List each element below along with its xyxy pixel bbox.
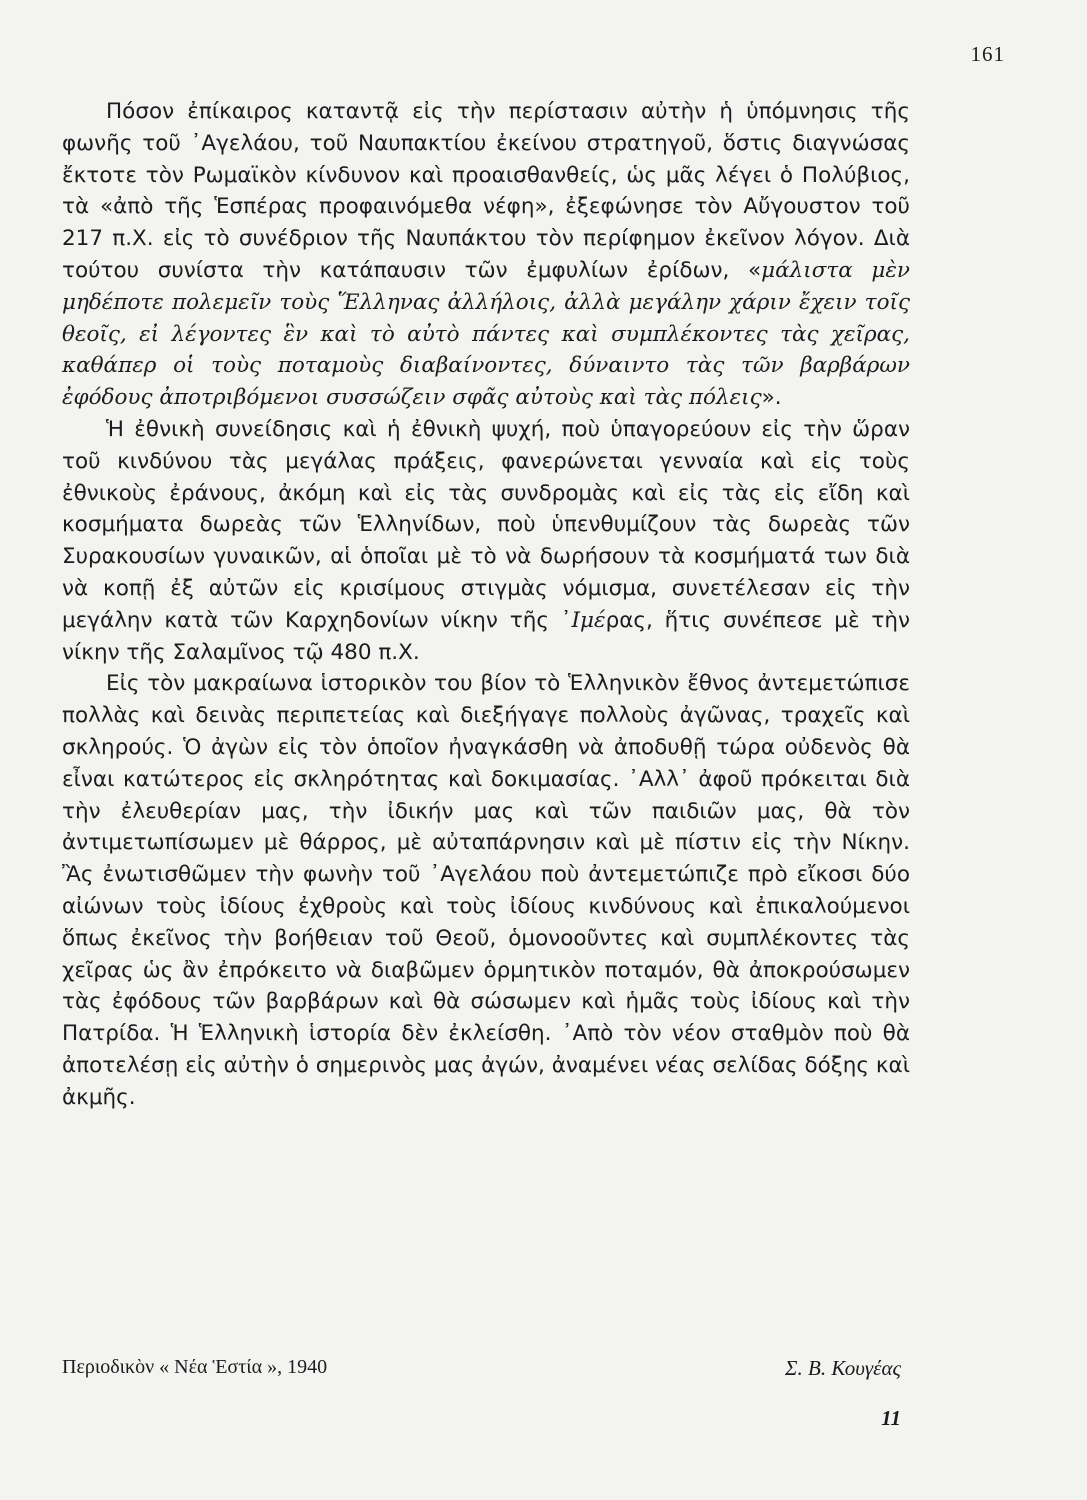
paragraph-2: [62, 414, 910, 668]
paragraph-3: [62, 668, 910, 1113]
paragraph-1: [62, 96, 910, 414]
paragraph-2-text: Ἡ ἐθνικὴ συνείδησις καὶ ἡ ἐθνικὴ ψυχή, ποὺ ὑπαγορεύουν εἰς τὴν ὥραν τοῦ κινδύνου τὰς μεγάλας πράξεις, φανερώνεται γενναία καὶ εἰς τοὺς ἐθνικοὺς ἐράνους, ἀκόμη καὶ εἰς τὰς συνδρομὰς καὶ εἰς τὰς εἰς εἴδη καὶ κοσμήματα δωρεὰς τῶν Ἑλληνίδων, ποὺ ὑπενθυμίζουν τὰς δωρεὰς τῶν Συρακουσίων γυναικῶν, αἱ ὁποῖαι μὲ τὸ νὰ δωρήσουν τὰ κοσμήματά των διὰ νὰ κοπῇ ἐξ αὐτῶν εἰς κρισίμους στιγμὰς νόμισμα, συνετέλεσαν εἰς τὴν μεγάλην κατὰ τῶν Καρχηδονίων νίκην τῆς ᾿: [62, 416, 910, 633]
paragraph-1-text: Πόσον ἐπίκαιρος καταντᾷ εἰς τὴν περίστασιν αὐτὴν ἡ ὑπόμνησις τῆς φωνῆς τοῦ ᾿Αγελάου, τοῦ Ναυπακτίου ἐκείνου στρατηγοῦ, ὅστις διαγνώσας ἔκτοτε τὸν Ρωμαϊκὸν κίνδυνον καὶ προαισθανθείς, ὡς μᾶς λέγει ὁ Πολύβιος, τὰ «ἀπὸ τῆς Ἑσπέρας προφαινόμεθα νέφη», ἐξεφώνησε τὸν Αὔγουστον τοῦ 217 π.Χ. εἰς τὸ συνέδριον τῆς Ναυπάκτου τὸν περίφημον ἐκεῖνον λόγον. Διὰ τούτου συνίστα τὴν κατάπαυσιν τῶν ἐμφυλίων ἐρίδων, «: [62, 99, 910, 283]
paragraph-2-end: ρας, ἥτις συνέπεσε μὲ τὴν νίκην τῆς Σαλαμῖνος τῷ 480 π.Χ.: [62, 607, 910, 665]
paragraph-3-text: Εἰς τὸν μακραίωνα ἱστορικὸν του βίον τὸ Ἑλληνικὸν ἔθνος ἀντεμετώπισε πολλὰς καὶ δεινὰς περιπετείας καὶ διεξήγαγε πολλοὺς ἀγῶνας, τραχεῖς καὶ σκληρούς. Ὁ ἀγὼν εἰς τὸν ὁποῖον ἠναγκάσθη νὰ ἀποδυθῇ τώρα οὐδενὸς θὰ εἶναι κατώτερος εἰς σκληρότητας καὶ δοκιμασίας. ᾿Αλλ᾿ ἀφοῦ πρόκειται διὰ τὴν ἐλευθερίαν μας, τὴν ἰδικήν μας καὶ τῶν παιδιῶν μας, θὰ τὸν ἀντιμετωπίσωμεν μὲ θάρρος, μὲ αὐταπάρνησιν καὶ μὲ πίστιν εἰς τὴν Νίκην. Ἂς ἐνωτισθῶμεν τὴν φωνὴν τοῦ ᾿Αγελάου ποὺ ἀντεμετώπιζε πρὸ εἴκοσι δύο αἰώνων τοὺς ἰδίους ἐχθροὺς καὶ τοὺς ἰδίους κινδύνους καὶ ἐπικαλούμενοι ὅπως ἐκεῖνος τὴν βοήθειαν τοῦ Θεοῦ, ὁμονοοῦντες καὶ συμπλέκοντες τὰς χεῖρας ὡς ἂν ἐπρόκειτο νὰ διαβῶμεν ὁρμητικὸν ποταμόν, θὰ ἀποκρούσωμεν τὰς ἐφόδους τῶν βαρβάρων καὶ θὰ σώσωμεν καὶ ἡμᾶς τοὺς ἰδίους καὶ τὴν Πατρίδα. Ἡ Ἑλληνικὴ ἱστορία δὲν ἐκλείσθη. ᾿Απὸ τὸν νέον σταθμὸν ποὺ θὰ ἀποτελέσῃ εἰς αὐτὴν ὁ σημερινὸς μας ἀγών, ἀναμένει νέας σελίδας δόξης καὶ ἀκμῆς.: [62, 671, 910, 1110]
himera-italic: Ιμέ: [571, 607, 606, 633]
paragraph-1-end: ».: [761, 385, 782, 411]
footer-author: Σ. Β. Κουγέας: [785, 1356, 901, 1380]
signature-mark: 11: [881, 1406, 901, 1430]
footer-source: Περιοδικὸν « Νέα Ἑστία », 1940: [62, 1356, 328, 1378]
article-body: [62, 96, 910, 1114]
agelaos-quote: μάλιστα μὲν μηδέποτε πολεμεῖν τοὺς Ἕλληνας ἀλλήλοις, ἀλλὰ μεγάλην χάριν ἔχειν τοῖς θεοῖς, εἰ λέγοντες ἓν καὶ τὸ αὐτὸ πάντες καὶ συμπλέκοντες τὰς χεῖρας, καθάπερ οἱ τοὺς ποταμοὺς διαβαίνοντες, δύναιντο τὰς τῶν βαρβάρων ἐφόδους ἀποτριβόμενοι συσσώζειν σφᾶς αὐτοὺς καὶ τὰς πόλεις: [62, 257, 910, 411]
page-number: 161: [970, 42, 1005, 66]
